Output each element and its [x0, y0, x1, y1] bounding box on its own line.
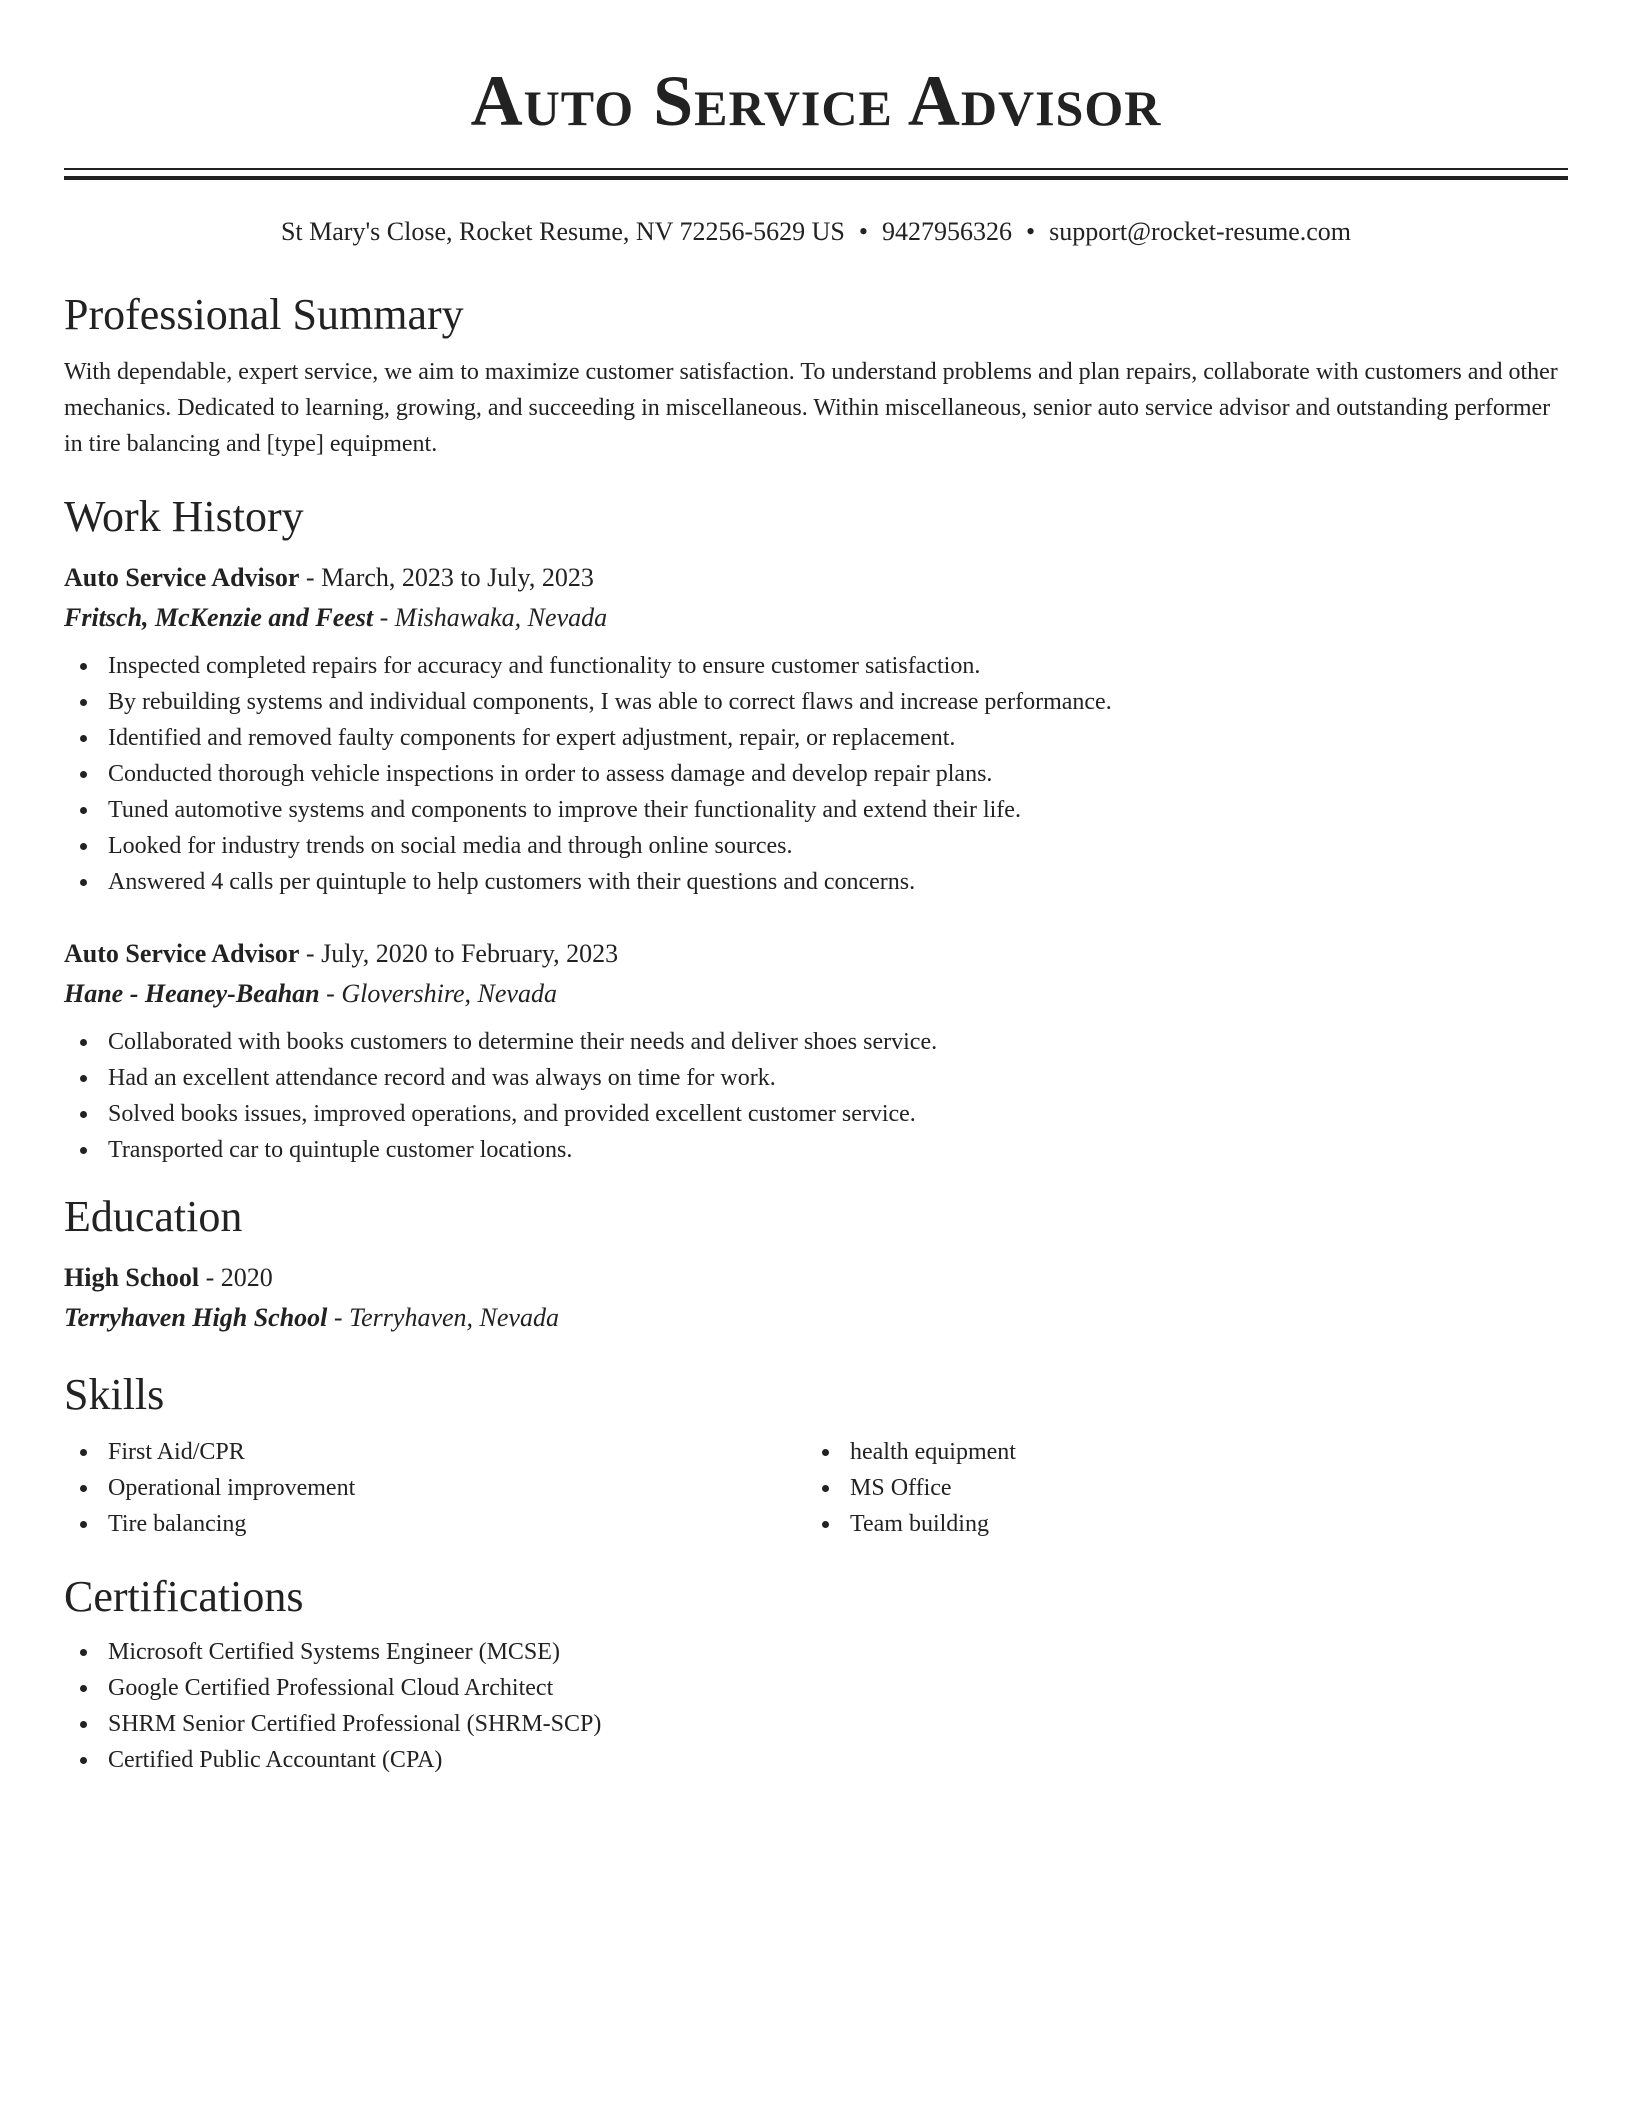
job-dates: - March, 2023 to July, 2023 [299, 563, 594, 592]
contact-phone: 9427956326 [882, 217, 1012, 246]
work-history-heading: Work History [64, 492, 304, 541]
skills-heading: Skills [64, 1370, 165, 1419]
list-item: Google Certified Professional Cloud Architect [64, 1670, 1568, 1706]
job-location: - Mishawaka, Nevada [373, 603, 608, 632]
education-year: - 2020 [199, 1263, 273, 1292]
job-title: Auto Service Advisor [64, 563, 300, 592]
resume-title: Auto Service Advisor [470, 61, 1162, 141]
list-item: Transported car to quintuple customer locations. [64, 1132, 1568, 1168]
summary-text: With dependable, expert service, we aim to maximize customer satisfaction. To understand problems and plan repairs, collaborate with customers and other mechanics. Dedicated to learning, growing, and succeeding in miscellaneous. Within miscellaneous, senior auto service advisor and outstanding performer in tire balancing and [type] equipment. [64, 359, 1558, 457]
list-item: Tire balancing [64, 1506, 806, 1542]
education-degree: High School [64, 1263, 200, 1292]
job-title: Auto Service Advisor [64, 939, 300, 968]
job-title-line [64, 558, 1568, 598]
list-item: Certified Public Accountant (CPA) [64, 1742, 1568, 1778]
list-item: By rebuilding systems and individual components, I was able to correct flaws and increase performance. [64, 684, 1568, 720]
contact-separator: • [858, 217, 868, 246]
skills-column-right [806, 1434, 1548, 1542]
job-entry [64, 558, 1568, 900]
education-school-line [64, 1298, 1568, 1338]
skills-grid [64, 1434, 1568, 1542]
job-bullets [64, 648, 1568, 900]
header-divider-thick [64, 176, 1568, 180]
list-item: Looked for industry trends on social media and through online sources. [64, 828, 1568, 864]
job-company-line [64, 974, 1568, 1014]
job-company-line [64, 598, 1568, 638]
contact-separator: • [1026, 217, 1036, 246]
job-dates: - July, 2020 to February, 2023 [299, 939, 619, 968]
list-item: Conducted thorough vehicle inspections in order to assess damage and develop repair plans. [64, 756, 1568, 792]
contact-line [64, 214, 1568, 250]
list-item: SHRM Senior Certified Professional (SHRM-SCP) [64, 1706, 1568, 1742]
list-item: health equipment [806, 1434, 1548, 1470]
job-title-line [64, 934, 1568, 974]
contact-address: St Mary's Close, Rocket Resume, NV 72256-5629 US [280, 217, 845, 246]
summary-heading: Professional Summary [64, 290, 464, 339]
certifications-list [64, 1634, 1568, 1778]
list-item: MS Office [806, 1470, 1548, 1506]
education-heading: Education [64, 1192, 243, 1241]
job-company: Fritsch, McKenzie and Feest [64, 603, 374, 632]
list-item: Identified and removed faulty components for expert adjustment, repair, or replacement. [64, 720, 1568, 756]
list-item: Had an excellent attendance record and was always on time for work. [64, 1060, 1568, 1096]
header-divider-thin [64, 168, 1568, 170]
job-entry [64, 934, 1568, 1168]
list-item: Microsoft Certified Systems Engineer (MCSE) [64, 1634, 1568, 1670]
skills-column-left [64, 1434, 806, 1542]
job-company: Hane - Heaney-Beahan [64, 979, 320, 1008]
list-item: Inspected completed repairs for accuracy and functionality to ensure customer satisfaction. [64, 648, 1568, 684]
job-location: - Glovershire, Nevada [319, 979, 557, 1008]
list-item: Solved books issues, improved operations, and provided excellent customer service. [64, 1096, 1568, 1132]
list-item: Operational improvement [64, 1470, 806, 1506]
job-bullets [64, 1024, 1568, 1168]
list-item: Tuned automotive systems and components to improve their functionality and extend their life. [64, 792, 1568, 828]
contact-email: support@rocket-resume.com [1049, 217, 1352, 246]
list-item: Collaborated with books customers to determine their needs and deliver shoes service. [64, 1024, 1568, 1060]
list-item: Team building [806, 1506, 1548, 1542]
education-degree-line [64, 1258, 1568, 1298]
education-location: - Terryhaven, Nevada [327, 1303, 559, 1332]
education-school: Terryhaven High School [64, 1303, 328, 1332]
list-item: First Aid/CPR [64, 1434, 806, 1470]
list-item: Answered 4 calls per quintuple to help customers with their questions and concerns. [64, 864, 1568, 900]
certifications-heading: Certifications [64, 1572, 304, 1621]
